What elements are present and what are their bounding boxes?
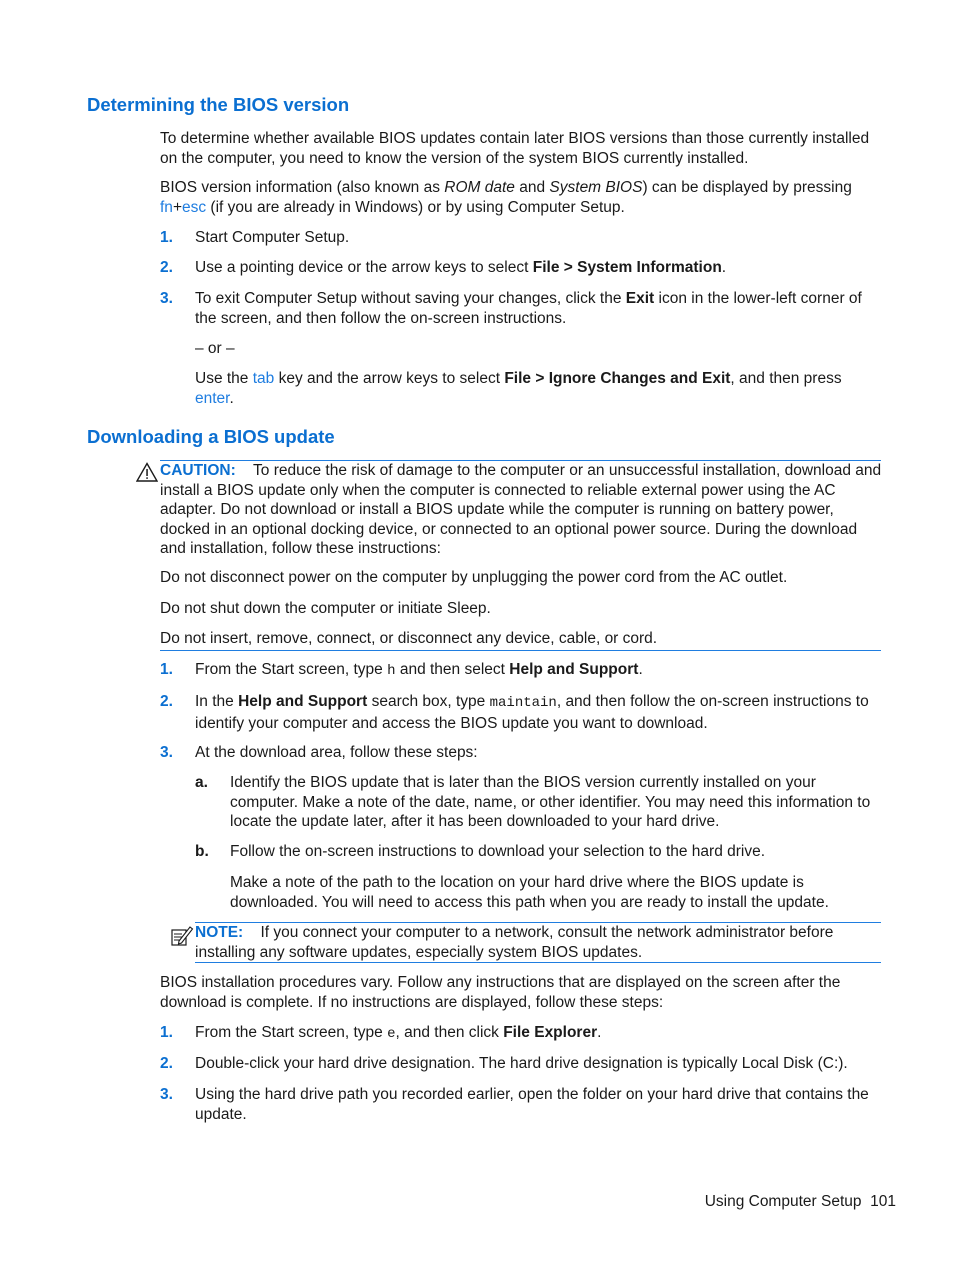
paragraph-bios-version-info: BIOS version information (also known as ROM date and System BIOS) can be displayed by pressing fn+esc (if you are already in Windows) or by using Computer Setup.	[160, 179, 852, 216]
footer-title: Using Computer Setup	[704, 1193, 862, 1210]
step-number: 1.	[160, 229, 173, 246]
step-text: Using the hard drive path you recorded earlier, open the folder on your hard drive that contains the update.	[195, 1086, 869, 1123]
step-text: Use a pointing device or the arrow keys to select File > System Information.	[195, 259, 727, 276]
step-number: 2.	[160, 693, 173, 710]
caution-bottom-rule	[160, 650, 881, 651]
or-separator: – or –	[195, 340, 235, 357]
caution-instruction: Do not shut down the computer or initiate Sleep.	[160, 600, 491, 617]
heading-determining-bios-version: Determining the BIOS version	[87, 94, 350, 115]
step-number: 2.	[160, 259, 173, 276]
caution-instruction: Do not insert, remove, connect, or disconnect any device, cable, or cord.	[160, 630, 658, 647]
page-footer	[705, 1192, 896, 1212]
page-number: 101	[870, 1193, 896, 1210]
substep-letter: a.	[195, 774, 208, 791]
step-number: 1.	[160, 661, 173, 678]
step-text: At the download area, follow these steps:	[195, 744, 478, 761]
substep-text: Identify the BIOS update that is later than the BIOS version currently installed on your computer. Make a note of the date, name, or other identifier. You may need this information to locate the update later, after it has been downloaded to your hard drive.	[230, 774, 871, 830]
step-number: 3.	[160, 290, 173, 307]
step-text: From the Start screen, type e, and then click File Explorer.	[195, 1024, 602, 1042]
caution-text: CAUTION: To reduce the risk of damage to the computer or an unsuccessful installation, download and install a BIOS update only when the computer is connected to reliable external power using the AC adapter. Do not download or install a BIOS update while the computer is running on battery power, docked in an optional docking device, or connected to an optional power source. During the download and installation, follow these instructions:	[160, 462, 882, 557]
warning-triangle-icon	[136, 462, 158, 482]
key-fn: fn	[160, 198, 173, 216]
caution-instruction: Do not disconnect power on the computer by unplugging the power cord from the AC outlet.	[160, 569, 788, 586]
substep-note: Make a note of the path to the location on your hard drive where the BIOS update is downloaded. You will need to access this path when you are ready to install the update.	[230, 874, 829, 911]
note-text: NOTE: If you connect your computer to a network, consult the network administrator before installing any software updates, especially system BIOS updates.	[195, 924, 834, 961]
step-number: 1.	[160, 1024, 173, 1041]
note-bottom-rule	[195, 962, 881, 963]
step-text: From the Start screen, type h and then select Help and Support.	[195, 661, 643, 679]
step-text: Double-click your hard drive designation. The hard drive designation is typically Local Disk (C:).	[195, 1055, 848, 1072]
key-enter: enter	[195, 389, 230, 407]
key-esc: esc	[182, 198, 207, 216]
caution-label: CAUTION:	[160, 462, 236, 479]
step-text: To exit Computer Setup without saving your changes, click the Exit icon in the lower-left corner of the screen, and then follow the on-screen instructions.	[195, 290, 862, 327]
step-number: 2.	[160, 1055, 173, 1072]
step-text: Start Computer Setup.	[195, 229, 350, 246]
step-text: In the Help and Support search box, type maintain, and then follow the on-screen instructions to identify your computer and access the BIOS update you want to download.	[195, 693, 869, 732]
paragraph-determine-intro: To determine whether available BIOS updates contain later BIOS versions than those currently installed on the computer, you need to know the version of the system BIOS currently installed.	[160, 130, 870, 167]
alternative-instruction: Use the tab key and the arrow keys to select File > Ignore Changes and Exit, and then press enter.	[195, 370, 842, 407]
step-number: 3.	[160, 744, 173, 761]
paragraph-install-procedures: BIOS installation procedures vary. Follow any instructions that are displayed on the screen after the download is complete. If no instructions are displayed, follow these steps:	[160, 974, 841, 1011]
step-number: 3.	[160, 1086, 173, 1103]
substep-letter: b.	[195, 843, 209, 860]
note-pencil-icon	[170, 924, 194, 948]
key-tab: tab	[252, 370, 275, 387]
note-label: NOTE:	[195, 924, 244, 941]
heading-downloading-bios-update: Downloading a BIOS update	[87, 426, 335, 447]
substep-text: Follow the on-screen instructions to download your selection to the hard drive.	[230, 843, 766, 860]
